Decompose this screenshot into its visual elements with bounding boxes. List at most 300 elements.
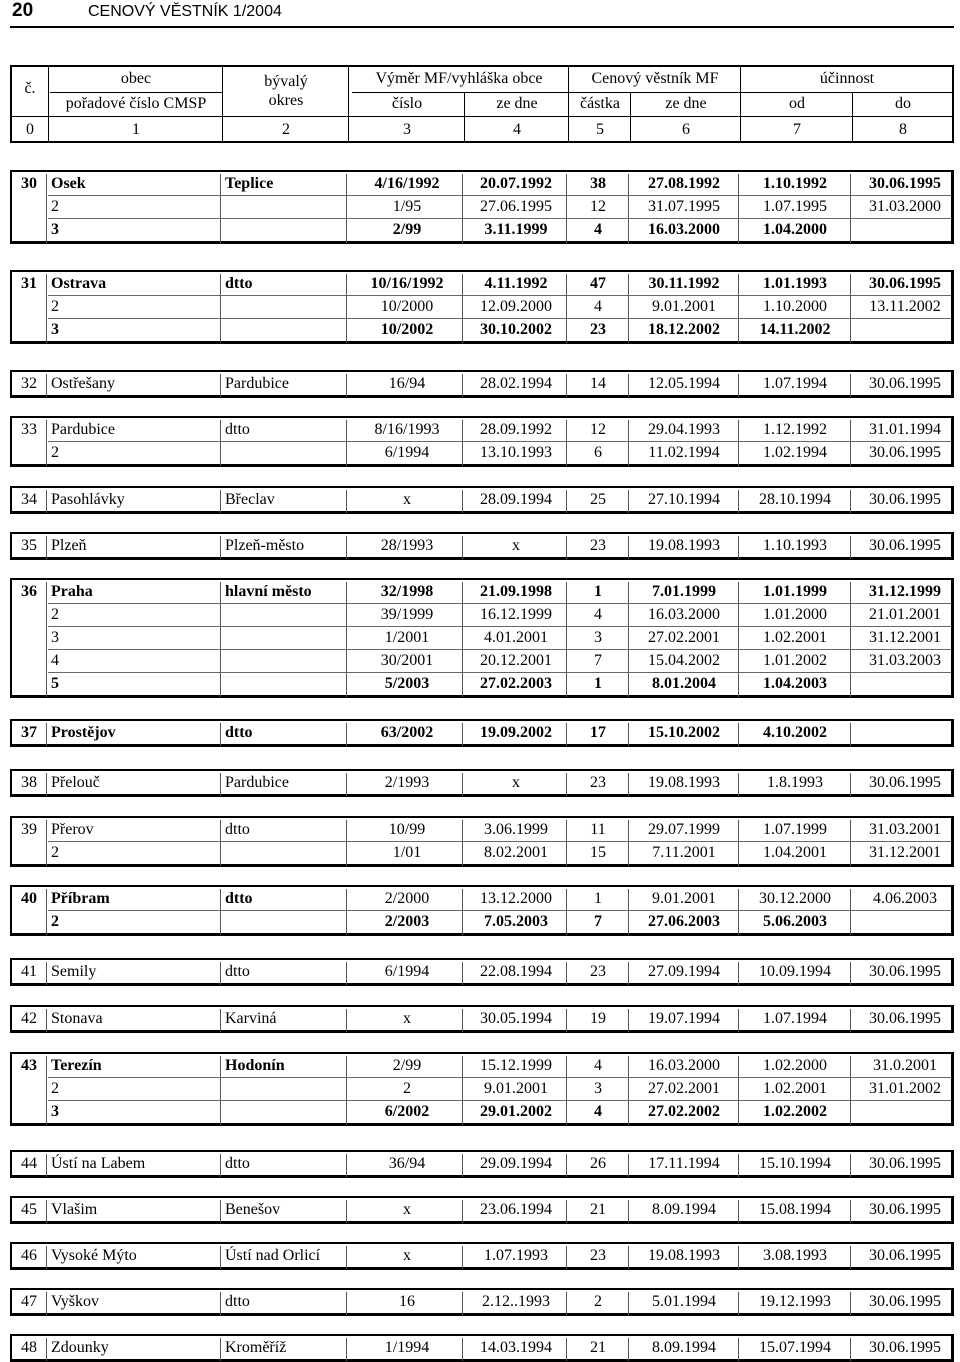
cell-vestnik-castka: 4 [594,221,602,238]
cell-vymer-cislo: 10/2002 [380,321,434,338]
record-group [10,1242,954,1270]
cell-ucinnost-do: 30.06.1995 [869,537,941,554]
cell-ucinnost-od: 15.10.1994 [759,1155,831,1172]
cell-cmsp-number: 44 [21,1155,37,1172]
cell-obec: 2 [51,913,59,930]
header-subrule [352,92,952,93]
cell-obec: Vyškov [51,1293,100,1310]
record-group [10,486,954,514]
table-header [10,65,954,143]
cell-vymer-ze-dne: x [512,537,520,554]
cell-vestnik-castka: 3 [594,629,602,646]
cell-vestnik-castka: 47 [590,275,606,292]
table-row [10,1152,954,1175]
cell-vestnik-castka: 15 [590,844,606,861]
cell-ucinnost-do: 31.12.1999 [869,583,941,600]
cell-obec: 3 [51,1103,59,1120]
cell-vymer-ze-dne: 3.11.1999 [484,221,548,238]
cell-vestnik-castka: 4 [594,606,602,623]
cell-vestnik-ze-dne: 9.01.2001 [652,298,716,315]
header-rule [12,116,952,117]
record-group [10,1334,954,1362]
cell-obec: Stonava [51,1010,103,1027]
table-row [10,721,954,744]
table-row [10,603,954,626]
cell-vymer-cislo: 6/1994 [384,963,430,980]
cell-okres: Ústí nad Orlicí [225,1247,321,1264]
cell-cmsp-number: 39 [21,821,37,838]
cell-vestnik-castka: 23 [590,1247,606,1264]
cell-ucinnost-do: 30.06.1995 [869,1293,941,1310]
cell-cmsp-number: 31 [21,275,37,292]
cell-ucinnost-do: 30.06.1995 [869,175,941,192]
cell-cmsp-number [10,295,47,318]
cell-ucinnost-do: 30.06.1995 [869,774,941,791]
cell-obec: Vysoké Mýto [51,1247,137,1264]
cell-vymer-cislo: 10/16/1992 [370,275,444,292]
cell-vymer-ze-dne: 19.09.2002 [480,724,552,741]
cell-vymer-ze-dne: 27.02.2003 [480,675,552,692]
cell-vestnik-ze-dne: 15.10.2002 [648,724,720,741]
cell-vymer-ze-dne: 9.01.2001 [484,1080,548,1097]
table-row [10,488,954,511]
cell-ucinnost-od: 1.02.2001 [763,1080,827,1097]
cell-cmsp-number [10,318,47,341]
cell-vestnik-ze-dne: 19.08.1993 [648,537,720,554]
cell-obec: Pasohlávky [51,491,125,508]
table-row [10,1007,954,1030]
cell-cmsp-number: 45 [21,1201,37,1218]
record-group [10,958,954,986]
cell-vymer-ze-dne: 3.06.1999 [484,821,548,838]
cell-obec: Vlašim [51,1201,98,1218]
record-group [10,1150,954,1178]
cell-vestnik-castka: 2 [594,1293,602,1310]
cell-cmsp-number [10,841,47,864]
cell-obec: Zdounky [51,1339,109,1356]
cell-vestnik-castka: 21 [590,1201,606,1218]
cell-okres: Karviná [225,1010,277,1027]
header-ucinnost: účinnost [819,70,875,87]
cell-vymer-cislo: 4/16/1992 [374,175,440,192]
header-vline [348,67,349,141]
cell-cmsp-number [10,626,47,649]
cell-vymer-ze-dne: 22.08.1994 [480,963,552,980]
header-obec: obec [120,70,152,87]
cell-ucinnost-od: 3.08.1993 [763,1247,827,1264]
cell-okres: Hodonín [225,1057,285,1074]
record-group [10,532,954,560]
cell-cmsp-number [10,603,47,626]
cell-ucinnost-od: 1.07.1994 [763,375,827,392]
table-row [10,1336,954,1359]
record-group [10,578,954,698]
cell-okres: dtto [225,1293,250,1310]
header-colnum: 4 [513,121,521,138]
cell-ucinnost-od: 1.04.2000 [763,221,827,238]
cell-cmsp-number [10,910,47,933]
cell-vymer-ze-dne: 13.10.1993 [480,444,552,461]
cell-ucinnost-do: 30.06.1995 [869,491,941,508]
record-group [10,416,954,467]
header-colnum: 2 [282,121,290,138]
cell-vestnik-castka: 1 [594,675,602,692]
cell-vymer-cislo: 2 [403,1080,411,1097]
cell-vestnik-castka: 26 [590,1155,606,1172]
cell-ucinnost-do [852,672,957,695]
cell-vymer-cislo: 2/99 [392,221,422,238]
record-group [10,719,954,747]
cell-vestnik-ze-dne: 19.07.1994 [648,1010,720,1027]
running-head [10,0,954,28]
header-colnum: 5 [596,121,604,138]
cell-vestnik-ze-dne: 8.09.1994 [652,1201,716,1218]
cell-cmsp-number [10,218,47,241]
cell-vestnik-ze-dne: 12.05.1994 [648,375,720,392]
cell-cmsp-number: 35 [21,537,37,554]
cell-okres: dtto [225,275,253,292]
header-castka: částka [580,95,620,112]
cell-vymer-ze-dne: 14.03.1994 [480,1339,552,1356]
table-row [10,818,954,841]
cell-obec: Pardubice [51,421,115,438]
cell-ucinnost-do [852,218,957,241]
table-row [10,418,954,441]
cell-vymer-cislo: 32/1998 [380,583,434,600]
table-row [10,1100,954,1123]
cell-cmsp-number [10,195,47,218]
cell-cmsp-number: 46 [21,1247,37,1264]
cell-ucinnost-do: 31.01.2002 [869,1080,941,1097]
cell-cmsp-number: 41 [21,963,37,980]
cell-cmsp-number: 36 [21,583,37,600]
cell-obec: 2 [51,606,59,623]
cell-obec: Praha [51,583,93,600]
table-row [10,1077,954,1100]
cell-vestnik-ze-dne: 16.03.2000 [648,606,720,623]
cell-vestnik-ze-dne: 18.12.2002 [648,321,720,338]
cell-vymer-cislo: x [403,1247,411,1264]
cell-obec: Osek [51,175,86,192]
cell-vestnik-ze-dne: 5.01.1994 [652,1293,716,1310]
cell-vestnik-ze-dne: 11.02.1994 [648,444,720,461]
cell-ucinnost-od: 15.07.1994 [759,1339,831,1356]
cell-obec: Přerov [51,821,94,838]
journal-title: CENOVÝ VĚSTNÍK 1/2004 [88,3,282,20]
cell-cmsp-number: 33 [21,421,37,438]
cell-okres [222,195,345,218]
table-row [10,771,954,794]
cell-vestnik-ze-dne: 27.10.1994 [648,491,720,508]
table-row [10,372,954,395]
cell-vymer-ze-dne: 30.05.1994 [480,1010,552,1027]
cell-ucinnost-od: 1.10.2000 [763,298,827,315]
cell-vestnik-castka: 21 [590,1339,606,1356]
cell-okres [222,295,345,318]
cell-ucinnost-od: 1.07.1995 [763,198,827,215]
cell-ucinnost-do [852,1100,957,1123]
cell-vestnik-ze-dne: 17.11.1994 [648,1155,720,1172]
table-row [10,580,954,603]
cell-ucinnost-do: 31.03.2001 [869,821,941,838]
header-do: do [895,95,911,112]
cell-vymer-cislo: 8/16/1993 [374,421,440,438]
cell-cmsp-number: 47 [21,1293,37,1310]
cell-cmsp-number: 43 [21,1057,37,1074]
cell-obec: 2 [51,844,59,861]
cell-vestnik-ze-dne: 27.02.2002 [648,1103,720,1120]
cell-vestnik-castka: 23 [590,963,606,980]
cell-vymer-ze-dne: 2.12..1993 [482,1293,550,1310]
cell-vymer-ze-dne: x [512,774,520,791]
cell-ucinnost-do: 4.06.2003 [873,890,937,907]
cell-okres: dtto [225,1155,250,1172]
cell-vestnik-castka: 25 [590,491,606,508]
table-row [10,841,954,864]
cell-obec: 2 [51,298,59,315]
cell-vymer-ze-dne: 13.12.2000 [480,890,552,907]
cell-vymer-cislo: 10/99 [388,821,426,838]
cell-vestnik-castka: 23 [590,321,606,338]
table-row [10,1244,954,1267]
cell-obec: Ústí na Labem [51,1155,146,1172]
cell-vymer-cislo: 2/99 [392,1057,422,1074]
cell-vestnik-castka: 3 [594,1080,602,1097]
cell-vymer-cislo: 28/1993 [380,537,434,554]
cell-vymer-cislo: x [403,491,411,508]
cell-okres [222,441,345,464]
cell-cmsp-number: 34 [21,491,37,508]
record-group [10,1052,954,1126]
cell-vymer-cislo: 10/2000 [380,298,434,315]
cell-vestnik-castka: 17 [590,724,606,741]
cell-vymer-cislo: 2/2003 [384,913,430,930]
cell-ucinnost-do: 30.06.1995 [869,1010,941,1027]
cell-vymer-ze-dne: 15.12.1999 [480,1057,552,1074]
table-row [10,626,954,649]
cell-vestnik-ze-dne: 9.01.2001 [652,890,716,907]
table-row [10,672,954,695]
cell-ucinnost-od: 1.01.1993 [763,275,827,292]
cell-ucinnost-od: 28.10.1994 [759,491,831,508]
cell-vymer-ze-dne: 23.06.1994 [480,1201,552,1218]
cell-ucinnost-do: 30.06.1995 [869,963,941,980]
cell-ucinnost-od: 1.07.1994 [763,1010,827,1027]
cell-vestnik-castka: 12 [590,198,606,215]
cell-cmsp-number: 42 [21,1010,37,1027]
table-row [10,1198,954,1221]
cell-cmsp-number [10,672,47,695]
cell-obec: 2 [51,1080,59,1097]
table-row [10,218,954,241]
cell-ucinnost-do: 31.03.2000 [869,198,941,215]
table-row [10,1290,954,1313]
cell-obec: 4 [51,652,59,669]
cell-obec: Ostrava [51,275,107,292]
table-row [10,534,954,557]
record-group [10,816,954,867]
cell-ucinnost-do: 31.12.2001 [869,844,941,861]
cell-ucinnost-od: 1.02.2002 [763,1103,827,1120]
cell-vestnik-ze-dne: 27.08.1992 [648,175,720,192]
cell-ucinnost-do: 30.06.1995 [869,1247,941,1264]
cell-vymer-cislo: 6/2002 [384,1103,430,1120]
record-group [10,885,954,936]
cell-vymer-cislo: x [403,1201,411,1218]
cell-cmsp-number [10,1100,47,1123]
cell-okres [222,841,345,864]
cell-ucinnost-do [852,318,957,341]
cell-vymer-ze-dne: 4.01.2001 [484,629,548,646]
cell-okres: dtto [225,724,253,741]
cell-vestnik-castka: 6 [594,444,602,461]
record-group [10,370,954,398]
cell-ucinnost-od: 1.01.2000 [763,606,827,623]
cell-vestnik-castka: 19 [590,1010,606,1027]
cell-vestnik-castka: 4 [594,1057,602,1074]
cell-vestnik-castka: 11 [590,821,606,838]
cell-obec: Plzeň [51,537,87,554]
cell-vymer-ze-dne: 28.09.1992 [480,421,552,438]
record-group [10,1196,954,1224]
cell-vymer-ze-dne: 1.07.1993 [484,1247,548,1264]
cell-obec: 3 [51,221,59,238]
header-okres: okres [268,92,304,109]
header-colnum: 3 [403,121,411,138]
cell-vymer-cislo: 5/2003 [384,675,430,692]
cell-ucinnost-od: 1.07.1999 [763,821,827,838]
cell-vestnik-ze-dne: 27.06.2003 [648,913,720,930]
cell-ucinnost-od: 5.06.2003 [763,913,827,930]
cell-ucinnost-od: 30.12.2000 [759,890,831,907]
cell-vestnik-ze-dne: 30.11.1992 [648,275,720,292]
cell-okres [222,1077,345,1100]
cell-ucinnost-do [852,721,957,744]
cell-ucinnost-od: 1.8.1993 [767,774,823,791]
cell-okres [222,603,345,626]
cell-okres: Benešov [225,1201,281,1218]
cell-vestnik-ze-dne: 27.09.1994 [648,963,720,980]
cell-obec: Ostřešany [51,375,115,392]
cell-okres [222,649,345,672]
cell-ucinnost-od: 1.10.1993 [763,537,827,554]
cell-vestnik-ze-dne: 15.04.2002 [648,652,720,669]
cell-vymer-cislo: 63/2002 [380,724,434,741]
cell-vymer-cislo: 6/1994 [384,444,430,461]
cell-vymer-ze-dne: 21.09.1998 [480,583,552,600]
cell-ucinnost-od: 14.11.2002 [759,321,831,338]
cell-vymer-ze-dne: 8.02.2001 [484,844,548,861]
table-row [10,272,954,295]
table-row [10,910,954,933]
cell-okres [222,218,345,241]
header-poradove: pořadové číslo CMSP [65,95,207,112]
cell-vymer-ze-dne: 28.09.1994 [480,491,552,508]
cell-obec: 2 [51,444,59,461]
cell-vestnik-castka: 12 [590,421,606,438]
header-subrule-obec [50,92,222,93]
cell-vymer-ze-dne: 12.09.2000 [480,298,552,315]
cell-ucinnost-od: 1.01.2002 [763,652,827,669]
cell-vestnik-castka: 4 [594,1103,602,1120]
record-group [10,769,954,797]
table-row [10,195,954,218]
cell-ucinnost-do: 21.01.2001 [869,606,941,623]
cell-obec: 3 [51,321,59,338]
cell-vymer-cislo: 1/2001 [384,629,430,646]
cell-vestnik-ze-dne: 29.04.1993 [648,421,720,438]
cell-ucinnost-do: 30.06.1995 [869,444,941,461]
cell-vestnik-ze-dne: 16.03.2000 [648,1057,720,1074]
cell-vymer-ze-dne: 29.09.1994 [480,1155,552,1172]
header-ze-dne: ze dne [496,95,538,112]
cell-obec: Terezín [51,1057,102,1074]
header-colnum: 6 [682,121,690,138]
cell-vestnik-castka: 14 [590,375,606,392]
cell-okres: Plzeň-město [225,537,305,554]
header-vline [740,67,741,141]
cell-cmsp-number: 48 [21,1339,37,1356]
cell-vestnik-ze-dne: 16.03.2000 [648,221,720,238]
header-vline [222,67,223,141]
table-row [10,295,954,318]
cell-ucinnost-do: 31.0.2001 [873,1057,937,1074]
cell-cmsp-number [10,441,47,464]
record-group [10,1005,954,1033]
cell-vestnik-ze-dne: 7.11.2001 [652,844,716,861]
header-vline [568,67,569,141]
header-vestnik: Cenový věstník MF [591,70,719,87]
cell-vymer-ze-dne: 4.11.1992 [484,275,548,292]
cell-okres: Pardubice [225,375,289,392]
cell-ucinnost-od: 15.08.1994 [759,1201,831,1218]
cell-vymer-ze-dne: 28.02.1994 [480,375,552,392]
cell-vestnik-castka: 23 [590,774,606,791]
header-vline [630,92,631,141]
cell-vestnik-castka: 23 [590,537,606,554]
cell-vymer-ze-dne: 30.10.2002 [480,321,552,338]
cell-vestnik-ze-dne: 27.02.2001 [648,629,720,646]
cell-vestnik-ze-dne: 19.08.1993 [648,1247,720,1264]
header-colnum: 8 [899,121,907,138]
cell-okres: dtto [225,821,250,838]
header-ze-dne: ze dne [665,95,707,112]
cell-okres: dtto [225,963,250,980]
cell-ucinnost-do: 31.03.2003 [869,652,941,669]
table-row [10,318,954,341]
cell-vestnik-castka: 4 [594,298,602,315]
cell-ucinnost-do: 30.06.1995 [869,1339,941,1356]
record-group [10,1288,954,1316]
cell-ucinnost-od: 1.01.1999 [763,583,827,600]
table-row [10,649,954,672]
cell-ucinnost-od: 1.02.2001 [763,629,827,646]
cell-okres: dtto [225,890,253,907]
cell-okres: hlavní město [225,583,312,600]
page-number: 20 [12,0,34,21]
cell-ucinnost-od: 1.02.1994 [763,444,827,461]
cell-vymer-ze-dne: 29.01.2002 [480,1103,552,1120]
cell-vymer-cislo: 30/2001 [380,652,434,669]
cell-obec: Semily [51,963,97,980]
cell-ucinnost-od: 1.10.1992 [763,175,827,192]
cell-ucinnost-od: 1.02.2000 [763,1057,827,1074]
header-colnum: 7 [793,121,801,138]
cell-ucinnost-od: 19.12.1993 [759,1293,831,1310]
cell-ucinnost-od: 10.09.1994 [759,963,831,980]
table-row [10,172,954,195]
cell-vymer-ze-dne: 27.06.1995 [480,198,552,215]
